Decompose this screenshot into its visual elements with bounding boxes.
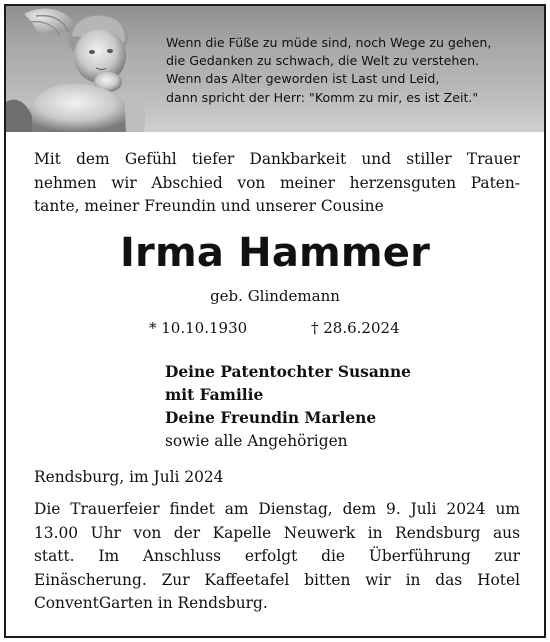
birth-date: * 10.10.1930	[149, 319, 248, 337]
service-line: statt. Im Anschluss erfolgt die Überführung zur	[34, 547, 520, 566]
poem-line: Wenn das Alter geworden ist Last und Leid,	[166, 71, 440, 87]
place-date: Rendsburg, im Juli 2024	[34, 468, 224, 486]
death-date: † 28.6.2024	[311, 319, 400, 337]
service-line: ConventGarten in Rendsburg.	[34, 594, 268, 613]
mourners-list	[165, 361, 411, 453]
mourner-line: sowie alle Angehörigen	[165, 432, 348, 450]
intro-line: tante, meiner Freundin und unserer Cousine	[34, 197, 384, 216]
mourner-line: Deine Freundin Marlene	[165, 409, 377, 427]
header-banner	[6, 6, 544, 132]
mourner-line: Deine Patentochter Susanne	[165, 363, 411, 381]
poem	[166, 34, 536, 107]
obituary-card	[4, 4, 546, 638]
service-line: 13.00 Uhr von der Kapelle Neuwerk in Rendsburg aus	[34, 523, 520, 542]
service-line: Einäscherung. Zur Kaffeetafel bitten wir in das Hotel	[34, 570, 520, 589]
poem-line: Wenn die Füße zu müde sind, noch Wege zu gehen,	[166, 35, 492, 50]
maiden-name: geb. Glindemann	[210, 287, 340, 305]
service-line: Die Trauerfeier findet am Dienstag, dem 9. Juli 2024 um	[34, 500, 520, 518]
cherub-angel-image	[6, 6, 176, 132]
mourner-line: mit Familie	[165, 386, 264, 404]
intro-text	[34, 148, 520, 219]
poem-line: dann spricht der Herr: "Komm zu mir, es ist Zeit."	[166, 89, 479, 105]
service-text	[34, 498, 520, 616]
deceased-name: Irma Hammer	[119, 230, 431, 276]
intro-line: Mit dem Gefühl tiefer Dankbarkeit und stiller Trauer	[34, 150, 520, 168]
poem-line: die Gedanken zu schwach, die Welt zu verstehen.	[166, 53, 480, 69]
intro-line: nehmen wir Abschied von meiner herzensguten Paten-	[34, 173, 520, 192]
